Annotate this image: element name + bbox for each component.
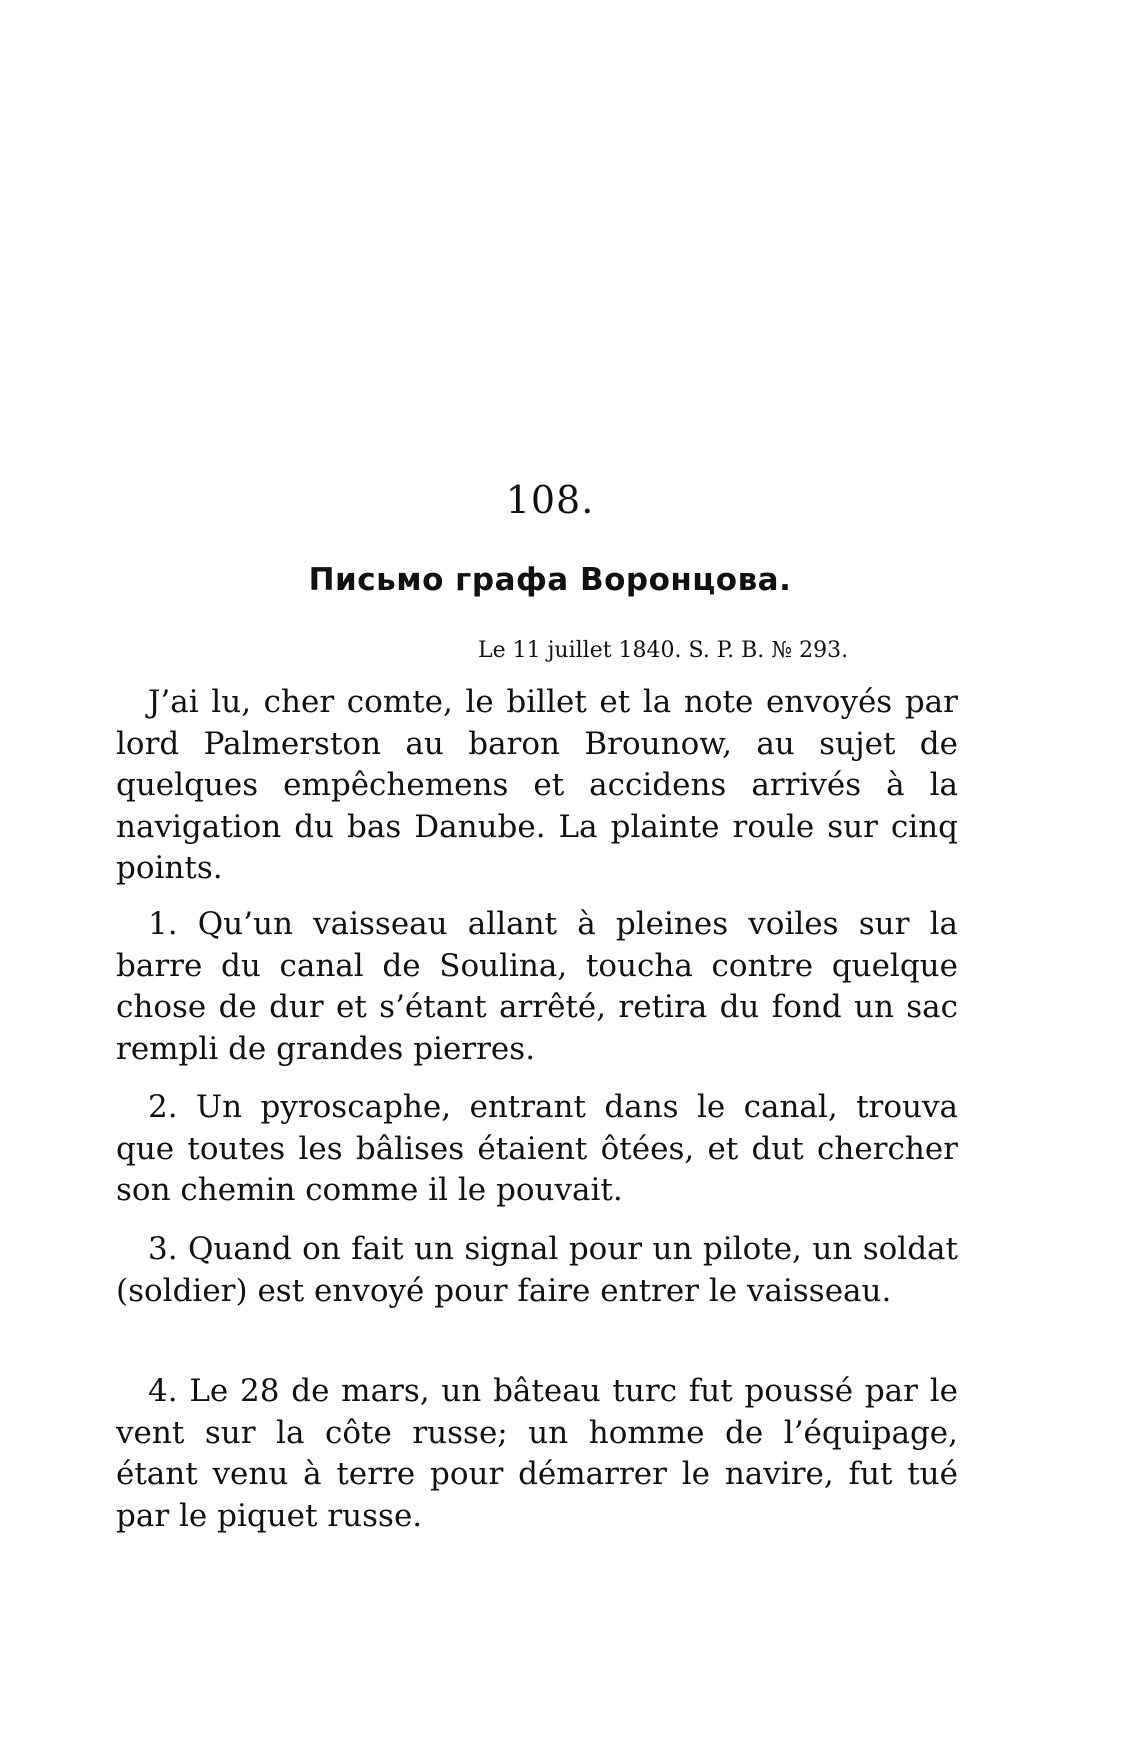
paragraph-text: J’ai lu, cher comte, le billet et la note envoyés par lord Palmerston au baron Brounow, au sujet de quelques empêchemens et accidens arrivés à la navigation du bas Danube. La plainte roule sur cinq points. [116,684,958,886]
dateline: Le 11 juillet 1840. S. P. B. № 293. [478,638,849,663]
paragraph-text: 2. Un pyroscaphe, entrant dans le canal, trouva que toutes les bâlises étaient ôtées, et dut chercher son chemin comme il le pouvait. [116,1089,958,1208]
paragraph-point-1 [116,904,958,1070]
paragraph-point-2 [116,1087,958,1212]
paragraph-point-3 [116,1229,958,1312]
paragraph-intro [116,682,958,890]
paragraph-point-4 [116,1371,958,1537]
paragraph-text: 3. Quand on fait un signal pour un pilote, un soldat (soldier) est envoyé pour faire entrer le vaisseau. [116,1231,958,1309]
paragraph-text: 1. Qu’un vaisseau allant à pleines voiles sur la barre du canal de Soulina, toucha contre quelque chose de dur et s’étant arrêté, retira du fond un sac rempli de grandes pierres. [116,906,958,1067]
document-number: 108. [505,478,595,522]
document-title: Письмо графа Воронцова. [308,562,792,598]
paragraph-text: 4. Le 28 de mars, un bâteau turc fut poussé par le vent sur la côte russe; un homme de l’équipage, étant venu à terre pour démarrer le navire, fut tué par le piquet russe. [116,1373,958,1534]
